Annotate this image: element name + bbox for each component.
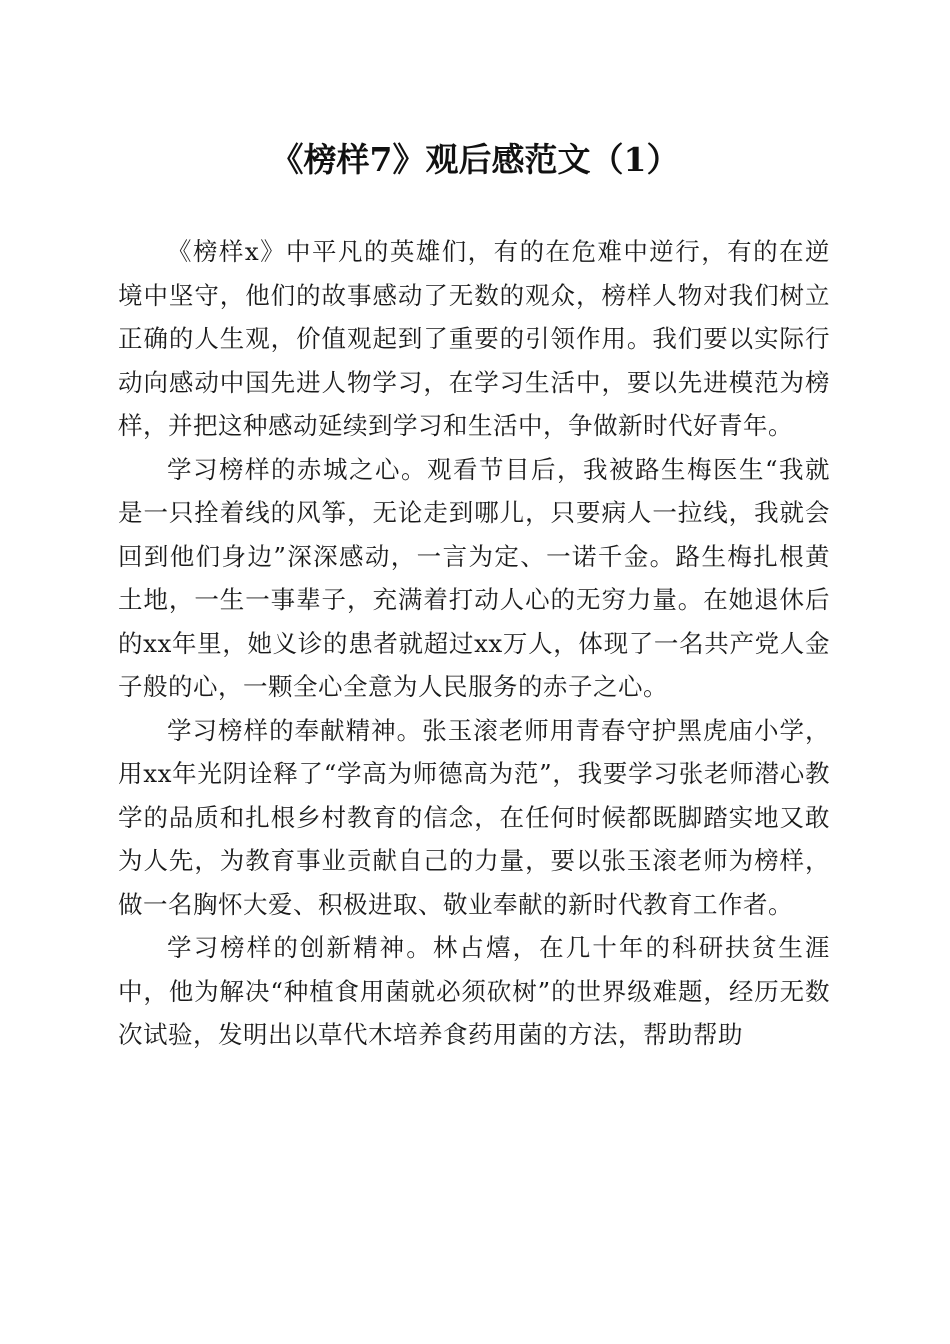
- paragraph-loyalty: 学习榜样的赤城之心。观看节目后，我被路生梅医生“我就是一只拴着线的风筝，无论走到哪儿，只要病人一拉线，我就会回到他们身边”深深感动，一言为定、一诺千金。路生梅扎根黄土地，一生一事辈子，充满着打动人心的无穷力量。在她退休后的xx年里，她义诊的患者就超过xx万人，体现了一名共产党人金子般的心，一颗全心全意为人民服务的赤子之心。: [118, 454, 830, 701]
- paragraph-dedication: 学习榜样的奉献精神。张玉滚老师用青春守护黑虎庙小学，用xx年光阴诠释了“学高为师德高为范”，我要学习张老师潜心教学的品质和扎根乡村教育的信念，在任何时候都既脚踏实地又敢为人先，为教育事业贡献自己的力量，要以张玉滚老师为榜样，做一名胸怀大爱、积极进取、敬业奉献的新时代教育工作者。: [118, 715, 830, 919]
- paragraph-innovation: 学习榜样的创新精神。林占熺，在几十年的科研扶贫生涯中，他为解决“种植食用菌就必须砍树”的世界级难题，经历无数次试验，发明出以草代木培养食药用菌的方法，帮助帮助: [118, 933, 830, 1049]
- document-title: 《榜样7》观后感范文（1）: [270, 140, 680, 179]
- paragraph-intro: 《榜样x》中平凡的英雄们，有的在危难中逆行，有的在逆境中坚守，他们的故事感动了无数的观众，榜样人物对我们树立正确的人生观，价值观起到了重要的引领作用。我们要以实际行动向感动中国先进人物学习，在学习生活中，要以先进模范为榜样，并把这种感动延续到学习和生活中，争做新时代好青年。: [118, 237, 830, 440]
- document-body: [118, 230, 830, 1057]
